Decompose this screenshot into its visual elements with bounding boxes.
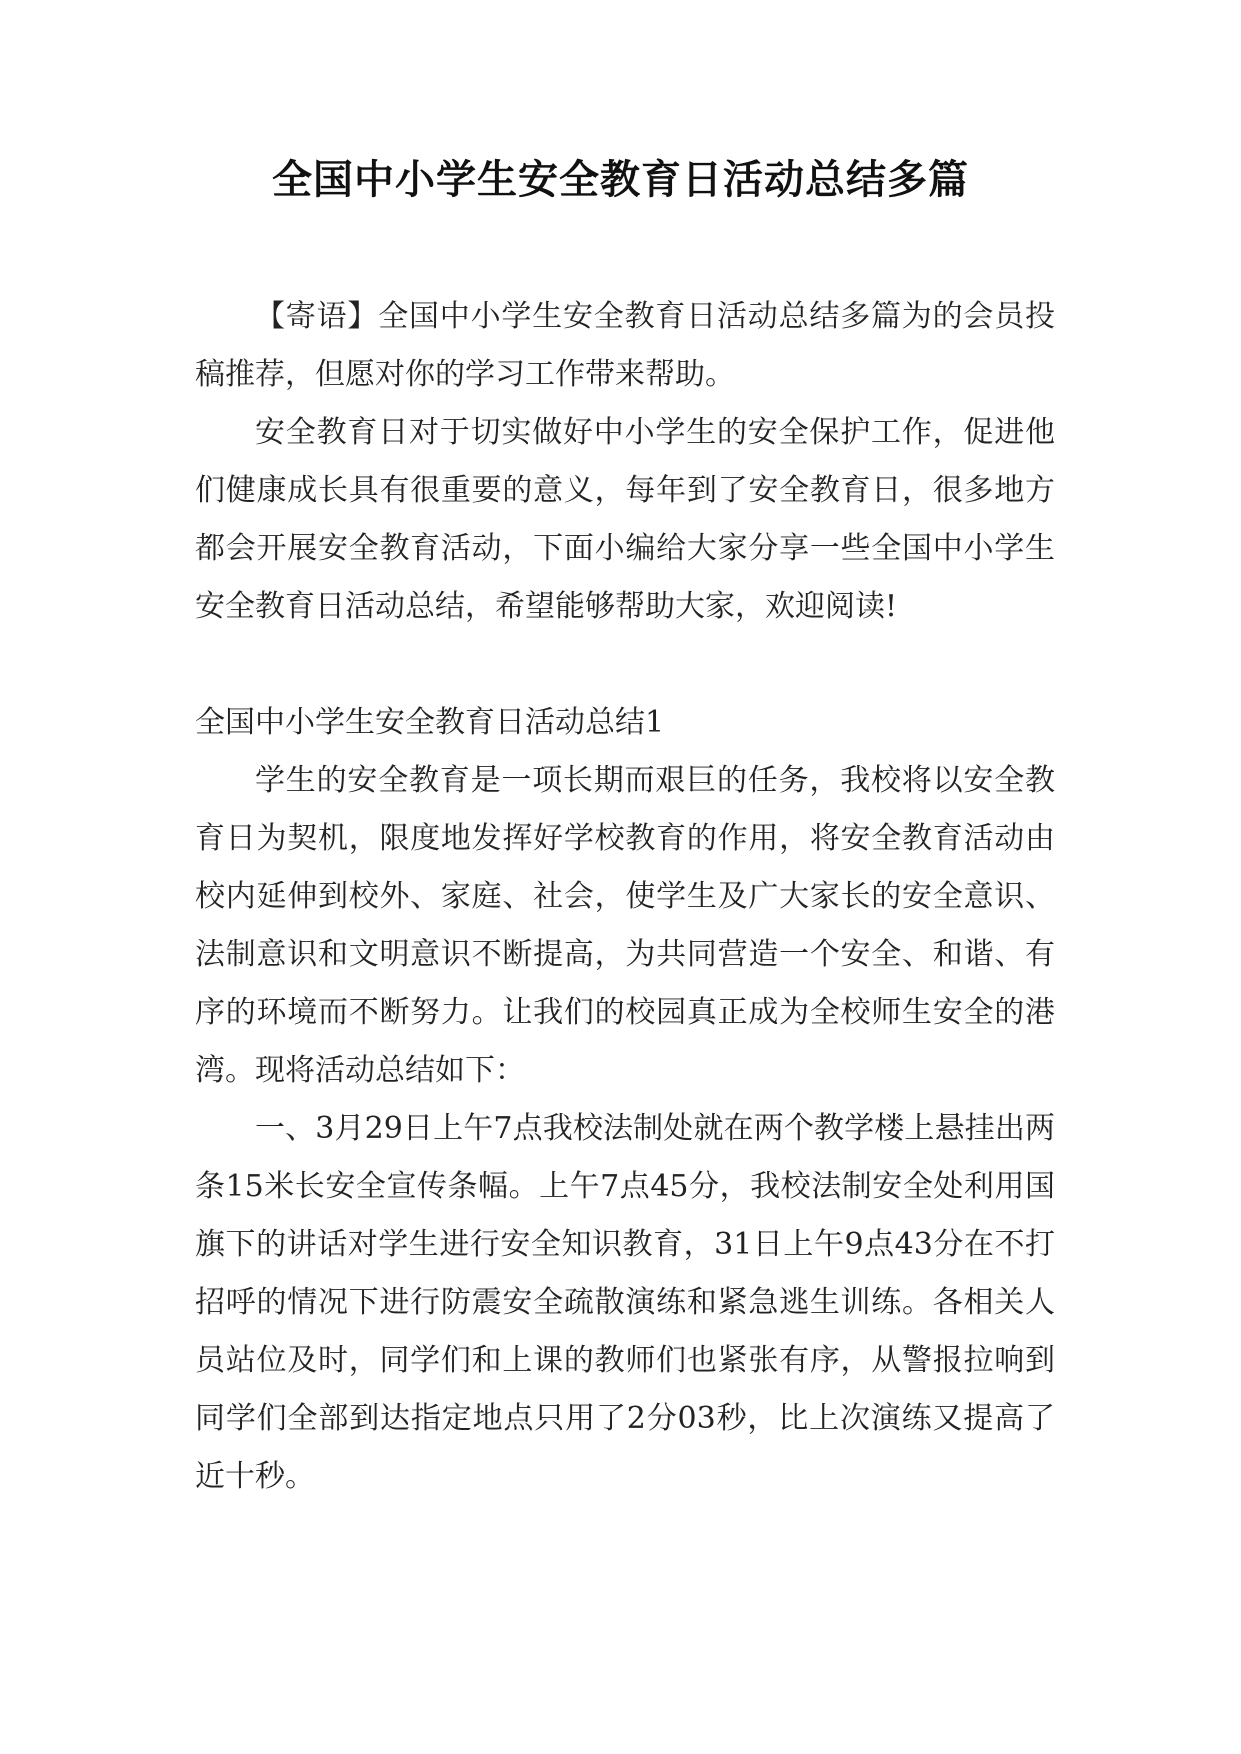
body-paragraph: 学生的安全教育是一项长期而艰巨的任务，我校将以安全教育日为契机，限度地发挥好学校教育的作用，将安全教育活动由校内延伸到校外、家庭、社会，使学生及广大家长的安全意识、法制意识和文明意识不断提高，为共同营造一个安全、和谐、有序的环境而不断努力。让我们的校园真正成为全校师生安全的港湾。现将活动总结如下： — [195, 763, 1055, 1088]
foreword-paragraph: 【寄语】全国中小学生安全教育日活动总结多篇为的会员投稿推荐，但愿对你的学习工作带来帮助。 — [195, 299, 1055, 392]
document-body — [195, 288, 1055, 1506]
document-title: 全国中小学生安全教育日活动总结多篇 — [272, 157, 969, 203]
body-paragraph: 一、3月29日上午7点我校法制处就在两个教学楼上悬挂出两条15米长安全宣传条幅。上午7点45分，我校法制安全处利用国旗下的讲话对学生进行安全知识教育，31日上午9点43分在不打招呼的情况下进行防震安全疏散演练和紧急逃生训练。各相关人员站位及时，同学们和上课的教师们也紧张有序，从警报拉响到同学们全部到达指定地点只用了2分03秒，比上次演练又提高了近十秒。 — [195, 1111, 1055, 1494]
section-heading: 全国中小学生安全教育日活动总结1 — [195, 705, 665, 740]
intro-paragraph: 安全教育日对于切实做好中小学生的安全保护工作，促进他们健康成长具有很重要的意义，每年到了安全教育日，很多地方都会开展安全教育活动，下面小编给大家分享一些全国中小学生安全教育日活动总结，希望能够帮助大家，欢迎阅读! — [195, 415, 1055, 624]
paragraph-spacer — [195, 636, 1055, 694]
